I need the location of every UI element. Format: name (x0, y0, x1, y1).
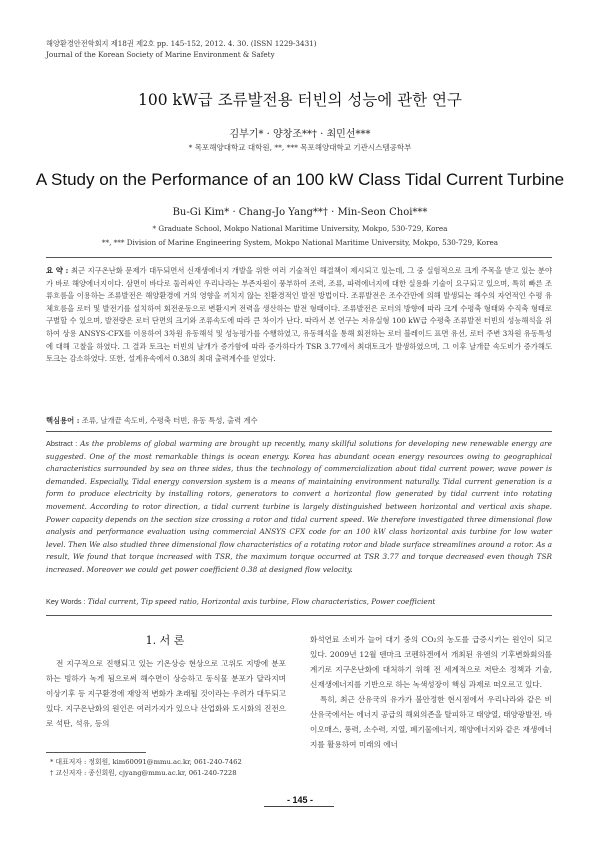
body-paragraph: 전 지구적으로 진행되고 있는 기온상승 현상으로 고위도 지방에 분포하는 빙하가 녹게 됨으로써 해수면이 상승하고 동식물 분포가 달라지며 이상기후 등 지구환경에 재앙적 변화가 초래될 것이라는 우려가 대두되고 있다. 지구온난화의 원인은 여러가지가 있으나 산업화와 도시화의 진전으로 석탄, 석유, 등의 (46, 659, 286, 728)
page-number-underline (264, 806, 334, 807)
keywords-ko-text: 조류, 날개끝 속도비, 수평축 터빈, 유동 특성, 출력 계수 (81, 416, 258, 425)
affiliation-en-1: * Graduate School, Mokpo National Maritime University, Mokpo, 530-729, Korea (152, 224, 448, 233)
abstract-en-text: As the problems of global warming are brought up recently, many skillful solutions for developing new renewable energy are suggested. One of the most remarkable things is ocean energy. Korea has abundant ocean energy resources owing to geographical characteristics surrounded by sea on three sides, thus the technology of commercialization about tidal current power, wave power is demanded. Especially, Tidal energy conversion system is a means of maintaining environment naturally. Tidal current generation is a form to produce electricity by installing rotors, generators to convert a horizontal flow generated by tidal current into rotating movement. According to rotor direction, a tidal current turbine is largely distinguished between horizontal and vertical axis shape. Power capacity depends on the section size crossing a rotor and tidal current speed. We therefore investigated three dimensional flow analysis and performance evaluation using commercial ANSYS CFX code for an 100 kW class horizontal axis turbine for low water level. Then We also studied three dimensional flow characteristics of a rotating rotor and blade surface streamlines around a rotor. As a result, We found that torque increased with TSR, the maximum torque occurred at TSR 3.77 and torque decreased even though TSR increased. Moreover we could get power coefficient 0.38 at designed flow velocity. (46, 439, 552, 574)
authors-ko: 김부기* · 양창조**† · 최민선*** (229, 129, 371, 140)
footnote-first-author: * 대표저자 : 정회원, kim60091@mmu.ac.kr, 061-240-7462 (50, 758, 242, 766)
section-heading-introduction: 1. 서 론 (145, 634, 185, 647)
abstract-ko (46, 265, 552, 366)
paper-title-ko: 100 kW급 조류발전용 터빈의 성능에 관한 연구 (137, 91, 463, 109)
abstract-ko-text: 최근 지구온난화 문제가 대두되면서 신재생에너지 개발을 위한 여러 기술적인 해결책이 제시되고 있는데, 그 중 실험적으로 크게 주목을 받고 있는 분야가 바로 해양에너지이다. 삼면이 바다로 둘러싸인 우리나라는 부존자원이 풍부하여 조력, 조류, 파력에너지에 대한 실용화 기술이 요구되고 있으며, 특히 빠른 조류흐름을 이용하는 조류발전은 해양환경에 거의 영향을 끼치지 않는 친환경적인 발전 방법이다. 조류발전은 조수간만에 의해 발생되는 해수의 자연적인 수평 유체흐름을 로터 및 발전기를 설치하여 회전운동으로 변환시켜 전력을 생산하는 발전 형태이다. 조류발전은 로터의 방향에 따라 크게 수평축 형태와 수직축 형태로 구별할 수 있으며, 발전량은 로터 단면의 크기와 조류속도에 따라 큰 차이가 난다. 따라서 본 연구는 저유실형 100 kW급 수평축 조류발전 터빈의 성능해석을 위하여 상용 ANSYS-CFX를 이용하여 3차원 유동해석 및 성능평가를 수행하였고, 유동해석을 통해 회전하는 로터 블레이드 표면 유선, 로터 주변 3차원 유동특성에 대해 고찰을 하였다. 그 결과 토크는 터빈의 날개가 증가함에 따라 증가하다가 TSR 3.77에서 최대토크가 발생하였으며, 그 이후 날개끝 속도비가 증가해도 토크는 감소하였다. 또한, 설계유속에서 0.38의 최대 출력계수를 얻었다. (46, 266, 552, 364)
keywords-en (46, 597, 552, 606)
journal-header (46, 38, 317, 60)
keywords-ko-label: 핵심용어 : (46, 416, 80, 425)
paper-title-en: A Study on the Performance of an 100 kW Class Tidal Current Turbine (35, 170, 565, 189)
body-column-left (46, 656, 286, 731)
authors-en: Bu-Gi Kim* · Chang-Jo Yang**† · Min-Seon Choi*** (172, 207, 428, 218)
abstract-en-label: Abstract : (46, 439, 78, 448)
footnote-corresponding-author: † 교신저자 : 종신회원, cjyang@mmu.ac.kr, 061-240-7228 (50, 769, 237, 777)
keywords-en-label: Key Words : (46, 597, 86, 606)
body-paragraph: 화석연료 소비가 늘어 대기 중의 CO₂의 농도를 급증시키는 원인이 되고 있다. 2009년 12월 덴마크 코펜하겐에서 개최된 유엔의 기후변화회의를 계기로 지구온난화에 대처하기 위해 전 세계적으로 저탄소 정책과 기술, 신재생에너지를 기반으로 하는 녹색성장이 핵심 과제로 떠오르고 있다. (310, 635, 552, 689)
abstract-en (46, 438, 552, 577)
keywords-ko (46, 416, 552, 426)
divider-middle (46, 431, 552, 432)
affiliation-ko: * 목포해양대학교 대학원, **, *** 목포해양대학교 기관시스템공학부 (188, 143, 412, 152)
divider-top (46, 257, 552, 258)
abstract-ko-label: 요 약 : (46, 266, 69, 275)
footnotes (50, 757, 242, 779)
keywords-en-text: Tidal current, Tip speed ratio, Horizontal axis turbine, Flow characteristics, Power coefficient (87, 597, 436, 606)
footnote-divider (46, 752, 146, 753)
journal-name-en: Journal of the Korean Society of Marine Environment & Safety (46, 50, 275, 59)
divider-bottom (46, 615, 552, 616)
affiliation-en-2: **, *** Division of Marine Engineering System, Mokpo National Maritime University, Mokpo, 530-729, Korea (101, 238, 499, 247)
journal-citation-ko: 해양환경안전학회지 제18권 제2호 pp. 145-152, 2012. 4. 30. (ISSN 1229-3431) (46, 39, 317, 48)
body-column-right (310, 632, 552, 752)
body-paragraph: 특히, 최근 산유국의 유가가 불안정한 현시점에서 우리나라와 같은 비산유국에서는 에너지 공급의 해외의존을 탈피하고 태양열, 태양광발전, 바이오매스, 풍력, 소수력, 지열, 폐기물에너지, 해양에너지와 같은 재생에너지를 활용하여 미래의 에너 (310, 695, 552, 749)
page-number: - 145 - (286, 795, 313, 805)
